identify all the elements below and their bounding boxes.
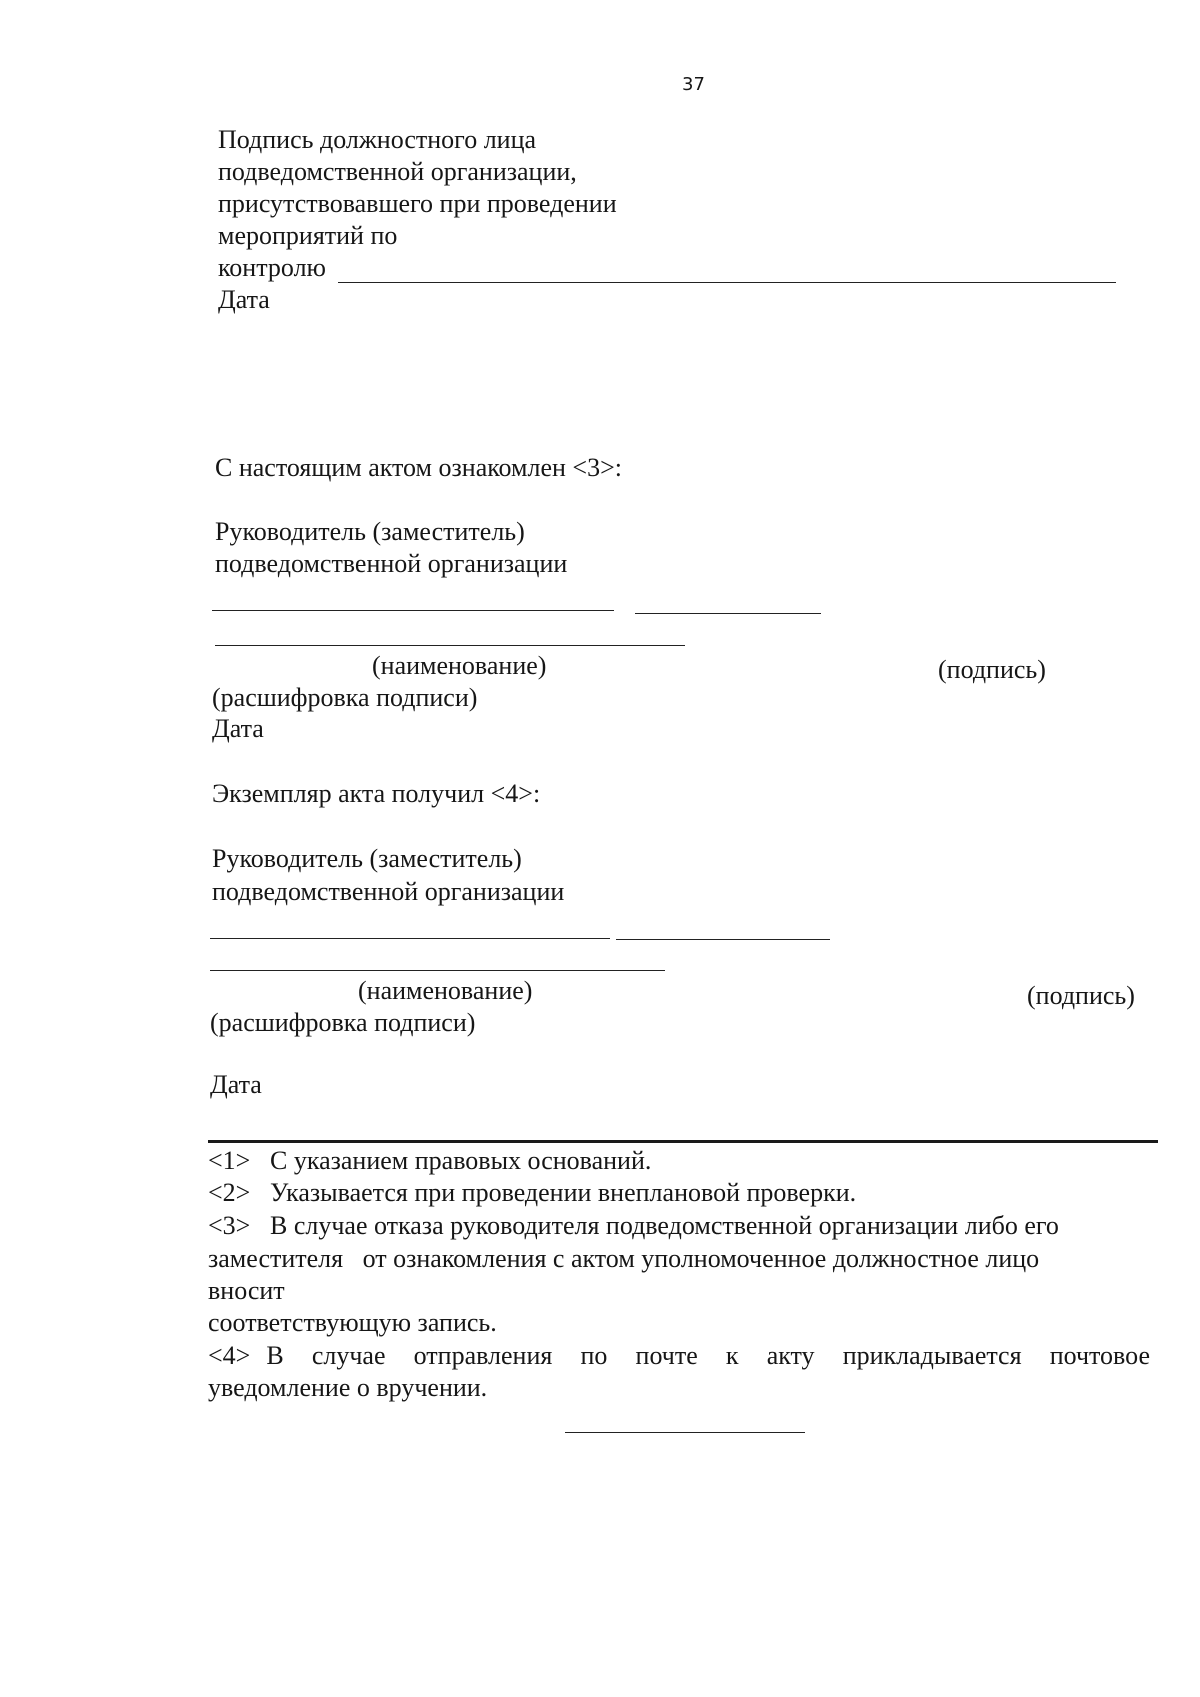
footnote-4 [208,1340,1150,1372]
acquainted-signature-line [635,613,821,614]
official-line-4: мероприятий по [218,221,398,250]
acquainted-role-line-1: Руководитель (заместитель) [215,517,525,546]
footnote-separator [208,1140,1158,1143]
footnote-text: В случае отказа руководителя подведомственной организации либо его [270,1211,1059,1240]
received-decoding-caption: (расшифровка подписи) [210,1008,476,1037]
footnote-mark: <3> [208,1211,251,1240]
received-date-label: Дата [210,1070,262,1099]
acquainted-name-line [212,610,614,611]
footnote-text: С указанием правовых оснований. [270,1146,652,1175]
acquainted-heading: С настоящим актом ознакомлен <3>: [215,453,622,482]
received-role-line-2: подведомственной организации [212,877,565,906]
footnote-3 [208,1210,1059,1242]
acquainted-decoding-line [215,645,685,646]
acquainted-decoding-caption: (расшифровка подписи) [212,683,478,712]
received-decoding-line [210,970,665,971]
closing-rule [565,1432,805,1433]
received-heading: Экземпляр акта получил <4>: [212,779,541,808]
official-signature-line [338,282,1116,283]
footnote-text: Указывается при проведении внеплановой проверки. [270,1178,857,1207]
footnote-mark: <1> [208,1146,251,1175]
official-line-2: подведомственной организации, [218,157,577,186]
footnote-1 [208,1145,651,1177]
acquainted-date-label: Дата [212,714,264,743]
official-line-3: присутствовавшего при проведении [218,189,617,218]
received-role-line-1: Руководитель (заместитель) [212,844,522,873]
received-name-line [210,938,610,939]
official-line-5: контролю [218,253,326,282]
footnote-3-cont-1: заместителя от ознакомления с актом уполномоченное должностное лицо [208,1244,1040,1273]
footnote-mark: <4> [208,1341,251,1370]
received-name-caption: (наименование) [358,976,533,1005]
acquainted-role-line-2: подведомственной организации [215,549,568,578]
footnote-3-cont-3: соответствующую запись. [208,1308,497,1337]
footnote-mark: <2> [208,1178,251,1207]
footnote-4-cont: уведомление о вручении. [208,1373,488,1402]
footnote-text: В случае отправления по почте к акту прикладывается почтовое [266,1341,1150,1370]
footnote-2 [208,1177,856,1209]
acquainted-signature-caption: (подпись) [938,655,1046,684]
footnote-3-cont-2: вносит [208,1276,285,1305]
received-signature-caption: (подпись) [1027,981,1135,1010]
received-signature-line [616,939,830,940]
official-line-1: Подпись должностного лица [218,125,537,154]
official-date-label: Дата [218,285,270,314]
acquainted-name-caption: (наименование) [372,651,547,680]
page-number: 37 [682,74,705,95]
